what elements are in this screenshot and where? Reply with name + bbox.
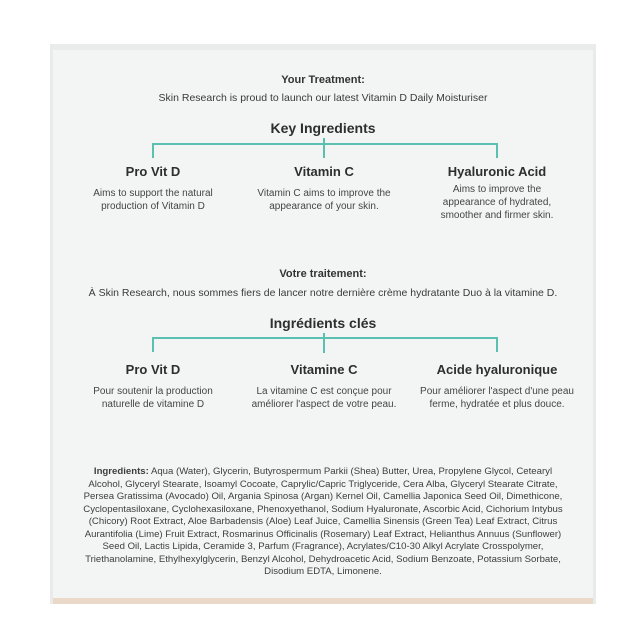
french-column-3-title: Acide hyaluronique (436, 362, 558, 377)
box-top-edge (50, 44, 596, 50)
english-column-1-title: Pro Vit D (125, 164, 181, 179)
french-tree-bar (152, 337, 497, 339)
english-column-3-title: Hyaluronic Acid (447, 164, 547, 179)
french-column-2-desc: La vitamine C est conçue pour améliorer l'aspect de votre peau. (251, 386, 397, 410)
english-column-1-desc: Aims to support the natural production of Vitamin D (93, 188, 213, 212)
english-column-2-title: Vitamin C (294, 164, 354, 179)
french-column-2-title: Vitamine C (290, 362, 358, 377)
french-intro: À Skin Research, nous sommes fiers de lancer notre dernière crème hydratante Duo à la vitamine D. (88, 287, 558, 299)
french-tree-stem (323, 333, 325, 353)
english-tree-stem (323, 138, 325, 158)
english-intro: Skin Research is proud to launch our latest Vitamin D Daily Moisturiser (158, 92, 488, 104)
french-column-1 (68, 362, 238, 411)
french-column-2 (239, 362, 409, 411)
english-section-title: Key Ingredients (270, 120, 376, 136)
french-tree-branch-left (152, 337, 154, 352)
french-column-3-desc: Pour améliorer l'aspect d'une peau ferme, hydratée et plus douce. (420, 386, 574, 410)
english-tree-branch-right (496, 143, 498, 158)
english-tree-branch-left (152, 143, 154, 158)
ingredients-list (82, 466, 564, 579)
english-heading: Your Treatment: (281, 74, 365, 86)
french-column-1-title: Pro Vit D (125, 362, 181, 377)
english-column-2 (239, 164, 409, 213)
english-column-3 (412, 164, 582, 222)
english-column-2-desc: Vitamin C aims to improve the appearance of your skin. (257, 188, 391, 212)
french-column-1-desc: Pour soutenir la production naturelle de vitamine D (93, 386, 213, 410)
english-column-1 (68, 164, 238, 213)
box-bottom-edge (50, 598, 596, 604)
ingredients-text: Aqua (Water), Glycerin, Butyrospermum Parkii (Shea) Butter, Urea, Propylene Glycol, Cetearyl Alcohol, Glyceryl Stearate, Isoamyl Cocoate, Caprylic/Capric Triglyceride, Cera Alba, Glyceryl Stearate Citrate, Persea Gratissima (Avocado) Oil, Argania Spinosa (Argan) Kernel Oil, Camellia Japonica Seed Oil, Dimethicone, Cyclopentasiloxane, Cyclohexasiloxane, Phenoxyethanol, Sodium Hyaluronate, Ascorbic Acid, Cichorium Intybus (Chicory) Root Extract, Aloe Barbadensis (Aloe) Leaf Juice, Camellia Sinensis (Green Tea) Leaf Extract, Citrus Aurantifolia (Lime) Fruit Extract, Rosmarinus Officinalis (Rosemary) Leaf Extract, Helianthus Annuus (Sunflower) Seed Oil, Lactis Lipida, Ceramide 3, Parfum (Fragrance), Acrylates/C10-30 Alkyl Acrylate Crosspolymer, Triethanolamine, Ethylhexylglycerin, Benzyl Alcohol, Dehydroacetic Acid, Sodium Benzoate, Potassium Sorbate, Disodium EDTA, Limonene. (83, 466, 563, 577)
english-column-3-desc: Aims to improve the appearance of hydrated, smoother and firmer skin. (440, 184, 554, 221)
english-tree-bar (152, 143, 497, 145)
french-tree-branch-right (496, 337, 498, 352)
ingredients-label: Ingredients: (93, 466, 149, 477)
french-heading: Votre traitement: (279, 268, 367, 280)
french-column-3 (404, 362, 590, 411)
french-section-title: Ingrédients clés (269, 315, 377, 331)
